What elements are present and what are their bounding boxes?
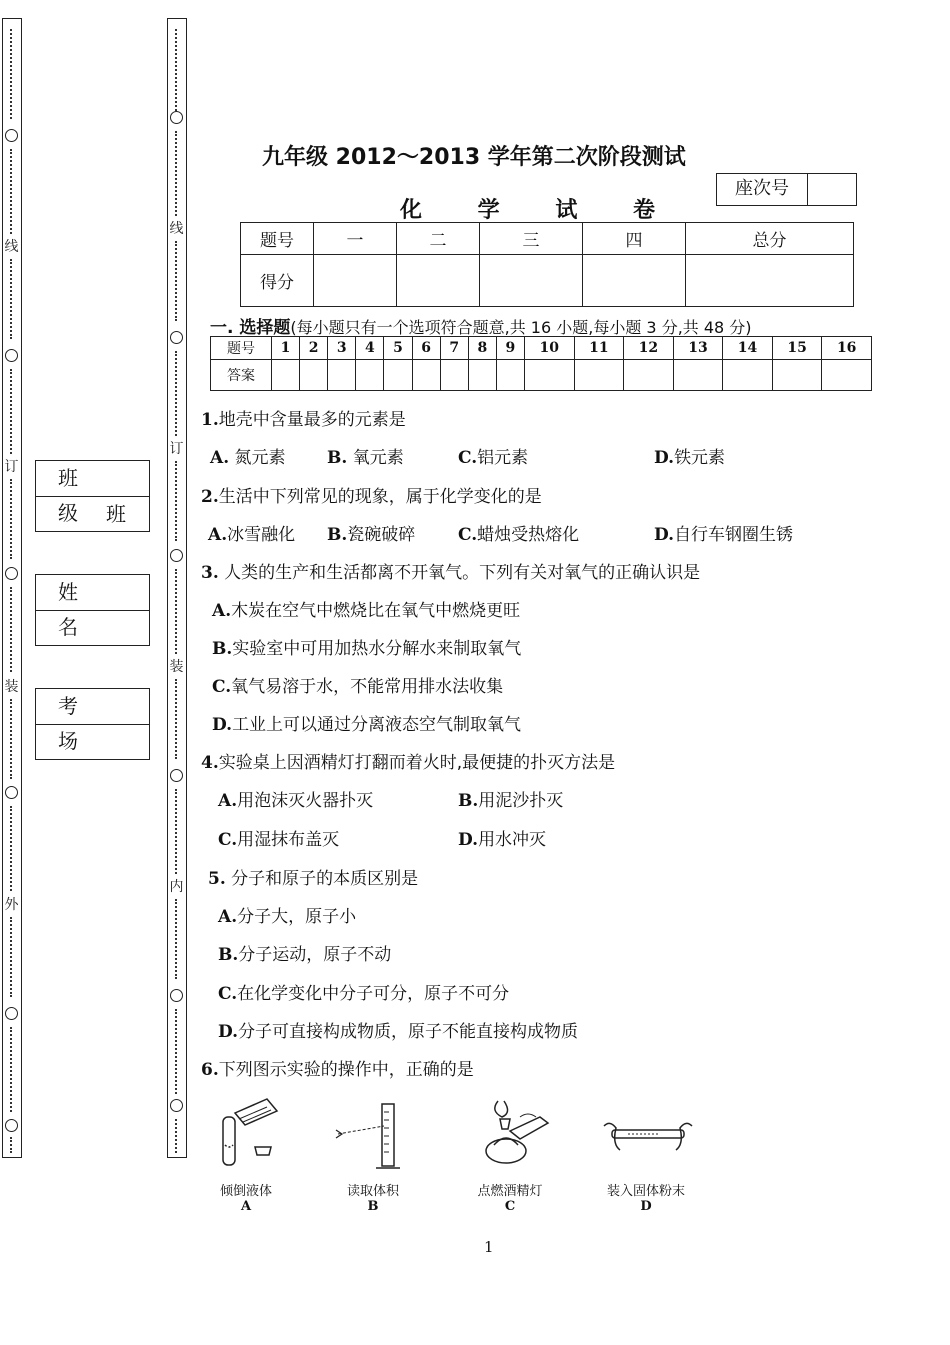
add-powder-figure	[598, 1110, 698, 1170]
section-title: 一. 选择题	[210, 318, 291, 338]
answer-cell[interactable]	[412, 360, 440, 391]
binding-mark-line: 线	[4, 239, 19, 255]
outer-binding-strip	[2, 18, 22, 1158]
class-field[interactable]: 班	[106, 502, 126, 526]
option-1a[interactable]: A. 氮元素	[210, 448, 286, 468]
read-volume-figure	[330, 1098, 410, 1176]
answer-number-cell: 7	[440, 337, 468, 360]
binding-mark-bind: 装	[169, 659, 184, 675]
option-4a[interactable]: A.用泡沫灭火器扑灭	[218, 791, 374, 811]
question-number: 1.	[201, 410, 219, 430]
answer-number-cell: 14	[723, 337, 773, 360]
score-header-cell: 三	[480, 223, 583, 255]
option-1c[interactable]: C.铝元素	[458, 448, 529, 468]
option-4d[interactable]: D.用水冲灭	[458, 830, 547, 850]
class-box	[35, 460, 150, 532]
answer-number-cell: 16	[822, 337, 872, 360]
page-subtitle: 化 学 试 卷	[400, 198, 679, 223]
answer-number-cell: 13	[673, 337, 723, 360]
option-5b[interactable]: B.分子运动，原子不动	[218, 945, 392, 965]
page-number: 1	[484, 1238, 494, 1256]
question-5	[208, 864, 418, 889]
score-cell[interactable]	[583, 255, 686, 307]
answer-number-cell: 15	[772, 337, 822, 360]
answer-number-cell: 12	[624, 337, 674, 360]
answer-number-cell: 4	[356, 337, 384, 360]
seat-number-field[interactable]	[808, 174, 856, 205]
option-3a[interactable]: A.木炭在空气中燃烧比在氧气中燃烧更旺	[212, 601, 521, 621]
answer-cell[interactable]	[468, 360, 496, 391]
figure-b-label: 读取体积	[346, 1184, 399, 1199]
light-alcohol-lamp-figure	[470, 1095, 555, 1177]
question-3	[201, 558, 700, 583]
figure-c-label: 点燃酒精灯	[477, 1184, 543, 1199]
option-4b[interactable]: B.用泥沙扑灭	[458, 791, 564, 811]
option-3c[interactable]: C.氧气易溶于水，不能常用排水法收集	[212, 677, 504, 697]
seat-number-box	[716, 173, 857, 206]
option-1b[interactable]: B. 氧元素	[327, 448, 404, 468]
score-cell[interactable]	[397, 255, 480, 307]
score-header-cell: 四	[583, 223, 686, 255]
answer-number-cell: 5	[384, 337, 412, 360]
binding-mark-line: 线	[169, 221, 184, 237]
answer-cell[interactable]	[673, 360, 723, 391]
question-number: 4.	[201, 753, 219, 773]
room-box	[35, 688, 150, 760]
question-number: 2.	[201, 487, 219, 507]
binding-mark-bind: 装	[4, 679, 19, 695]
answer-cell[interactable]	[384, 360, 412, 391]
name-label: 姓 名	[36, 575, 149, 611]
answer-row-label: 答案	[211, 360, 272, 391]
answer-row-label: 题号	[211, 337, 272, 360]
option-5c[interactable]: C.在化学变化中分子可分，原子不可分	[218, 984, 510, 1004]
binding-mark-order: 订	[4, 459, 19, 475]
option-3d[interactable]: D.工业上可以通过分离液态空气制取氧气	[212, 715, 522, 735]
answer-number-cell: 6	[412, 337, 440, 360]
answer-cell[interactable]	[624, 360, 674, 391]
answer-cell[interactable]	[300, 360, 328, 391]
figure-d-letter: D	[640, 1199, 652, 1214]
section-note: (每小题只有一个选项符合题意,共 16 小题,每小题 3 分,共 48 分)	[290, 318, 752, 337]
answer-cell[interactable]	[328, 360, 356, 391]
binding-mark-outer: 外	[4, 897, 19, 913]
figure-a-label: 倾倒液体	[219, 1184, 272, 1199]
answer-number-cell: 9	[496, 337, 524, 360]
option-2d[interactable]: D.自行车钢圈生锈	[654, 525, 794, 545]
inner-binding-strip	[167, 18, 187, 1158]
option-2b[interactable]: B.瓷碗破碎	[327, 525, 416, 545]
answer-number-cell: 8	[468, 337, 496, 360]
seat-number-label: 座次号	[717, 174, 808, 205]
room-label: 考 场	[36, 689, 149, 725]
answer-table	[210, 336, 872, 391]
answer-number-cell: 1	[272, 337, 300, 360]
binding-mark-order: 订	[169, 441, 184, 457]
figure-b-letter: B	[367, 1199, 379, 1214]
question-number: 5.	[208, 869, 226, 889]
answer-number-cell: 11	[574, 337, 624, 360]
answer-cell[interactable]	[772, 360, 822, 391]
answer-cell[interactable]	[272, 360, 300, 391]
answer-cell[interactable]	[574, 360, 624, 391]
answer-cell[interactable]	[496, 360, 524, 391]
answer-cell[interactable]	[822, 360, 872, 391]
score-header-cell: 二	[397, 223, 480, 255]
answer-number-cell: 10	[524, 337, 574, 360]
page-title: 九年级 2012～2013 学年第二次阶段测试	[262, 145, 686, 170]
question-text: 下列图示实验的操作中，正确的是	[218, 1060, 474, 1080]
question-4	[201, 748, 615, 773]
answer-number-cell: 3	[328, 337, 356, 360]
score-header-cell: 一	[314, 223, 397, 255]
pour-liquid-figure	[215, 1095, 290, 1175]
answer-cell[interactable]	[356, 360, 384, 391]
answer-cell[interactable]	[723, 360, 773, 391]
class-label: 班 级	[36, 461, 149, 497]
score-row-label: 得分	[241, 255, 314, 307]
question-2	[201, 482, 542, 507]
score-header-cell: 题号	[241, 223, 314, 255]
score-table	[240, 222, 854, 307]
score-cell[interactable]	[480, 255, 583, 307]
score-cell[interactable]	[314, 255, 397, 307]
answer-cell[interactable]	[524, 360, 574, 391]
figure-c-letter: C	[504, 1199, 516, 1214]
question-text: 人类的生产和生活都离不开氧气。下列有关对氧气的正确认识是	[218, 563, 701, 583]
option-4c[interactable]: C.用湿抹布盖灭	[218, 830, 340, 850]
figure-a-letter: A	[240, 1199, 252, 1214]
option-2a[interactable]: A.冰雪融化	[208, 525, 296, 545]
name-box	[35, 574, 150, 646]
question-number: 3.	[201, 563, 219, 583]
score-header-cell: 总分	[686, 223, 854, 255]
score-cell[interactable]	[686, 255, 854, 307]
question-1	[201, 405, 406, 430]
answer-number-cell: 2	[300, 337, 328, 360]
option-1d[interactable]: D.铁元素	[654, 448, 726, 468]
question-text: 地壳中含量最多的元素是	[218, 410, 406, 430]
option-3b[interactable]: B.实验室中可用加热水分解水来制取氧气	[212, 639, 522, 659]
answer-cell[interactable]	[440, 360, 468, 391]
section-heading	[210, 313, 752, 338]
binding-mark-inner: 内	[169, 879, 184, 895]
option-5d[interactable]: D.分子可直接构成物质，原子不能直接构成物质	[218, 1022, 579, 1042]
figure-d-label: 装入固体粉末	[606, 1184, 685, 1199]
question-number: 6.	[201, 1060, 219, 1080]
question-text: 分子和原子的本质区别是	[225, 869, 419, 889]
question-text: 生活中下列常见的现象，属于化学变化的是	[218, 487, 542, 507]
question-text: 实验桌上因酒精灯打翻而着火时,最便捷的扑灭方法是	[218, 753, 616, 773]
question-6	[201, 1055, 474, 1080]
option-5a[interactable]: A.分子大，原子小	[218, 907, 357, 927]
option-2c[interactable]: C.蜡烛受热熔化	[458, 525, 580, 545]
